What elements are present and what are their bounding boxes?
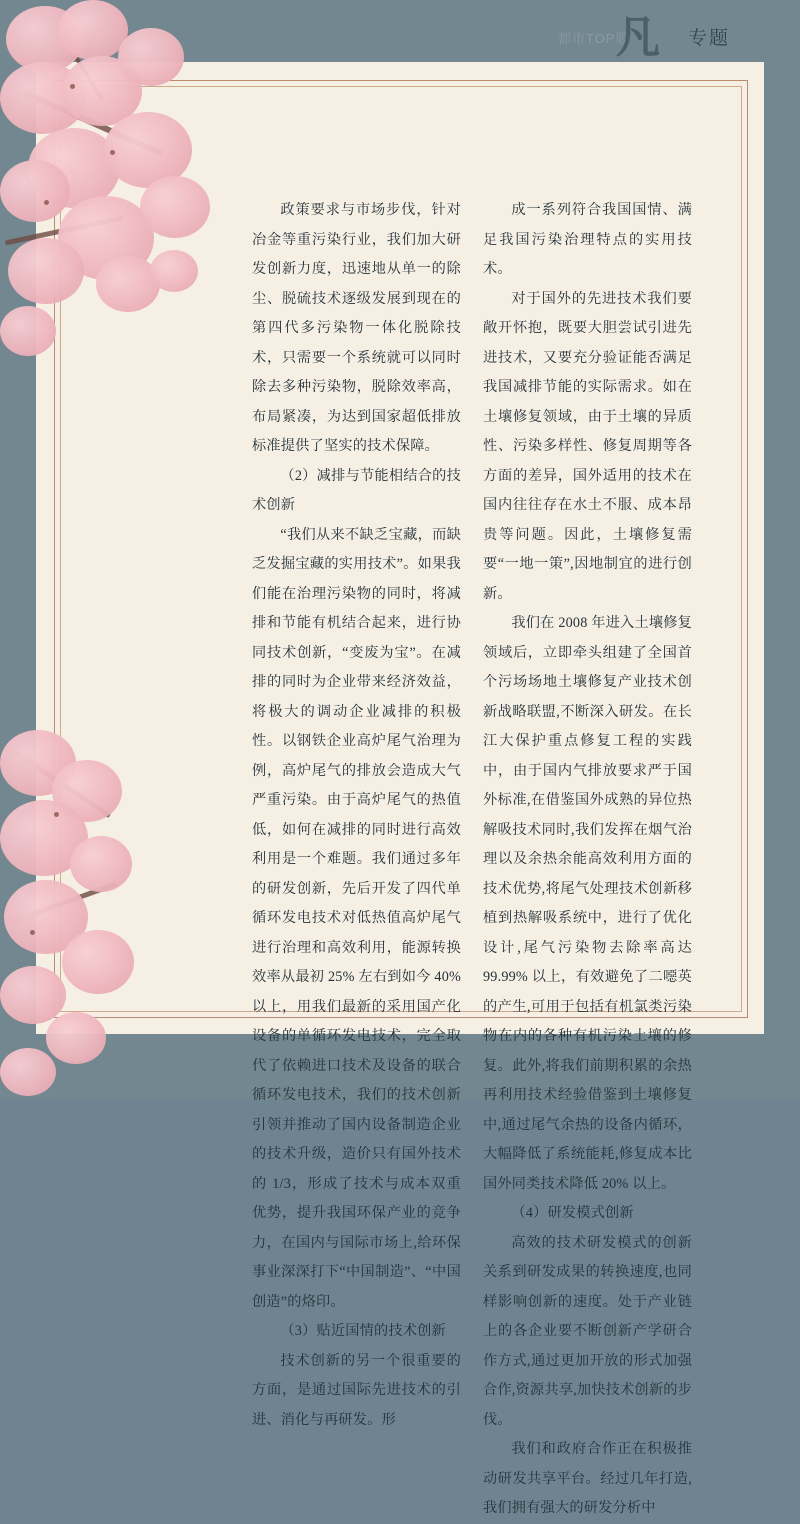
subheading: （4）研发模式创新 [511,1205,634,1221]
paragraph: 技术创新的另一个很重要的方面，是通过国际先进技术的引进、消化与再研发。形 [252,1352,461,1428]
paragraph: 对于国外的先进技术我们要敞开怀抱，既要大胆尝试引进先进技术，又要充分验证能否满足我国减排节能的实际需求。如在土壤修复领域，由于土壤的异质性、污染多样性、修复周期等各方面的差异，国外适用的技术在国内往往存在水土不服、成本昂贵等问题。因此，土壤修复需要“一地一策”,因地制宜的进行创新。 [483,290,692,602]
logo-subtitle: 都市TOP版 [557,31,630,46]
subheading: （3）贴近国情的技术创新 [280,1323,446,1339]
paragraph: 政策要求与市场步伐，针对冶金等重污染行业，我们加大研发创新力度，迅速地从单一的除尘、脱硫技术逐级发展到现在的第四代多污染物一体化脱除技术，只需要一个系统就可以同时除去多种污染物，脱除效率高，布局紧凑，为达到国家超低排放标准提供了坚实的技术保障。 [252,202,461,454]
paragraph: “我们从来不缺乏宝藏，而缺乏发掘宝藏的实用技术”。如果我们能在治理污染物的同时，将减排和节能有机结合起来，进行协同技术创新，“变废为宝”。在减排的同时为企业带来经济效益，将极大的调动企业减排的积极性。以钢铁企业高炉尾气治理为例，高炉尾气的排放会造成大气严重污染。由于高炉尾气的热值低，如何在减排的同时进行高效利用是一个难题。我们通过多年的研发创新，先后开发了四代单循环发电技术对低热值高炉尾气进行治理和高效利用，能源转换效率从最初 25% 左右到如今 40% 以上，用我们最新的采用国产化设备的单循环发电技术，完全取代了依赖进口技术及设备的联合循环发电技术，我们的技术创新引领并推动了国内设备制造企业的技术升级，造价只有国外技术的 1/3，形成了技术与成本双重优势，提升我国环保产业的竞争力，在国内与国际市场上,给环保事业深深打下“中国制造”、“中国创造”的烙印。 [252,526,461,1310]
publication-logo [558,12,678,64]
subheading: （2）减排与节能相结合的技术创新 [252,467,461,513]
section-label: 专题 [687,27,730,49]
paragraph: 我们和政府合作正在积极推动研发共享平台。经过几年打造,我们拥有强大的研发分析中 [483,1441,692,1516]
text-column-right [483,196,692,1516]
masthead [558,12,730,64]
paragraph: 我们在 2008 年进入土壤修复领域后，立即牵头组建了全国首个污场场地土壤修复产业技术创新战略联盟,不断深入研发。在长江大保护重点修复工程的实践中，由于国内气排放要求严于国外标准,在借鉴国外成熟的异位热解吸技术同时,我们发挥在烟气治理以及余热余能高效利用方面的技术优势,将尾气处理技术创新移植到热解吸系统中，进行了优化设计,尾气污染物去除率高达 99.99% 以上，有效避免了二噁英的产生,可用于包括有机氯类污染物在内的各种有机污染土壤的修复。此外,将我们前期积累的余热再利用技术经验借鉴到土壤修复中,通过尾气余热的设备内循环，大幅降低了系统能耗,修复成本比国外同类技术降低 20% 以上。 [483,615,692,1192]
article-body [252,196,692,1516]
paragraph: 高效的技术研发模式的创新关系到研发成果的转换速度,也同样影响创新的速度。处于产业链上的各企业要不断创新产学研合作方式,通过更加开放的形式加强合作,资源共享,加快技术创新的步伐。 [483,1234,692,1428]
paragraph: 成一系列符合我国国情、满足我国污染治理特点的实用技术。 [483,202,692,277]
text-column-left [252,196,461,1428]
logo-mark: 凡 [615,13,660,62]
